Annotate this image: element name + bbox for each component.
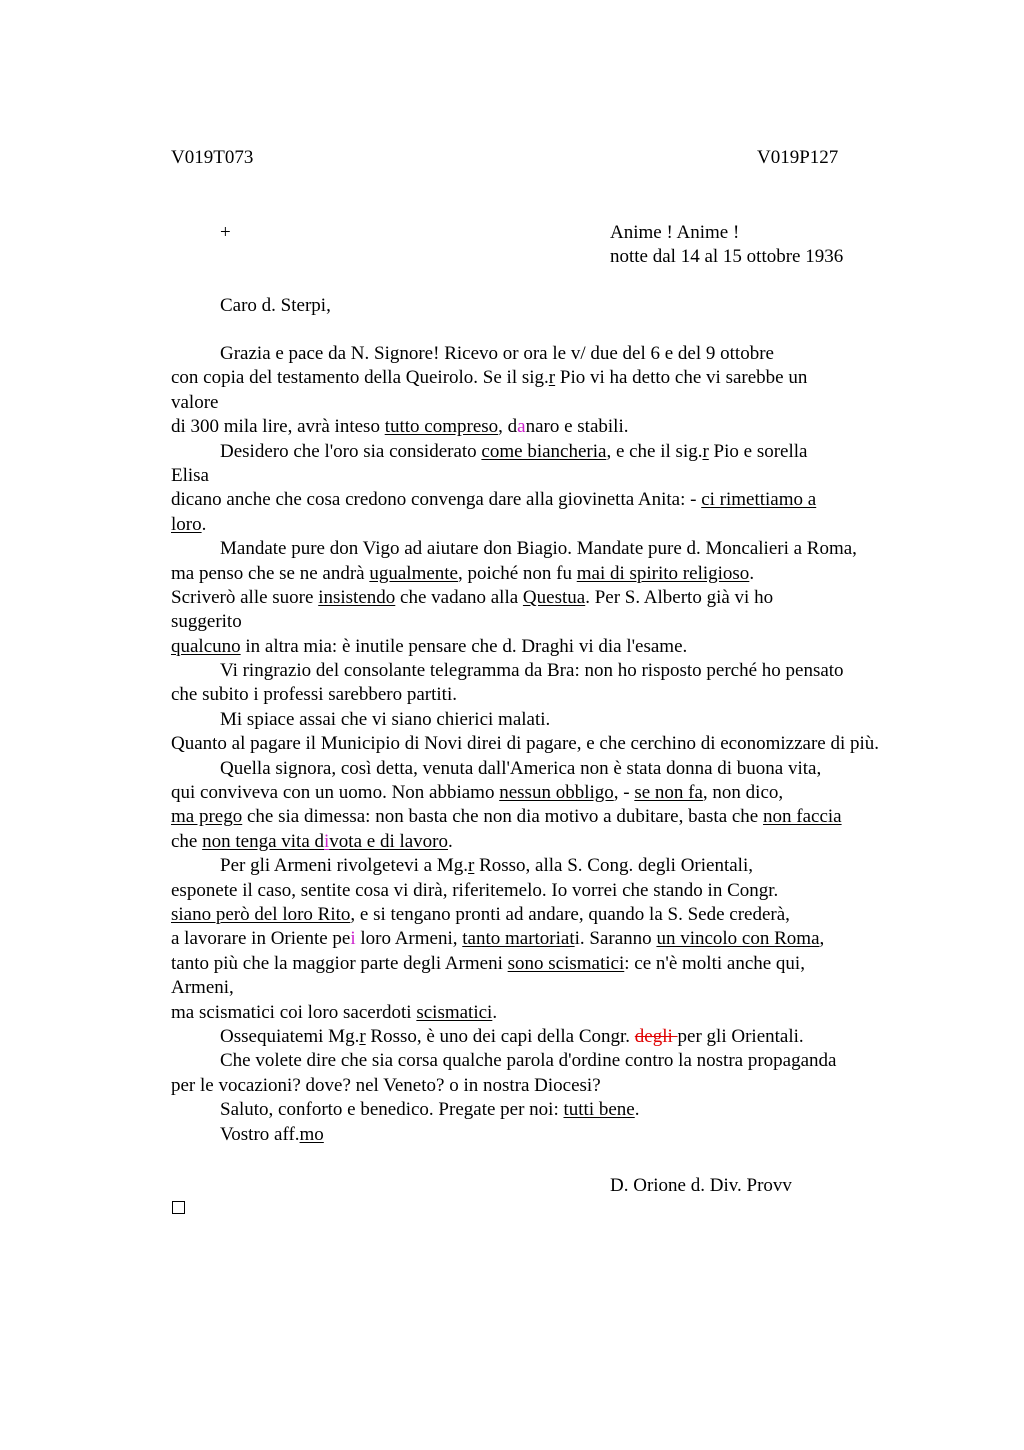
text-line [171, 1123, 961, 1147]
text-segment: . [634, 1099, 640, 1121]
text-segment: Grazia e pace da N. Signore! Ricevo or ora le v/ due del 6 e del 9 ottobre [220, 343, 774, 364]
text-segment: in altra mia: è inutile pensare che d. Draghi vi dia l'esame. [240, 635, 688, 657]
underlined-text: tutti bene [563, 1099, 635, 1121]
text-segment: Pio vi ha detto che vi sarebbe un [555, 367, 808, 389]
text-segment: valore [171, 391, 219, 413]
text-segment: loro Armeni, [355, 928, 463, 950]
underlined-text: non faccia [763, 806, 842, 828]
text-line [171, 757, 961, 781]
text-segment: con copia del testamento della Queirolo. Se il sig. [171, 367, 549, 389]
text-segment: dicano anche che cosa credono convenga dare alla giovinetta Anita: - [171, 489, 702, 511]
signature: D. Orione d. Div. Provv [610, 1175, 792, 1196]
underlined-text: Questua [522, 586, 586, 608]
underlined-text: tutto compreso [384, 416, 499, 438]
text-line [171, 1001, 961, 1025]
text-segment: Vi ringrazio del consolante telegramma da Bra: non ho risposto perché ho pensato [220, 660, 844, 682]
text-segment: , poiché non fu [458, 562, 577, 584]
text-line [171, 927, 961, 951]
underlined-text: siano però del loro Rito [171, 903, 351, 925]
text-line [171, 854, 961, 878]
heading-line-1: Anime ! Anime ! [610, 222, 740, 243]
text-segment: Rosso, è uno dei capi della Congr. [365, 1025, 635, 1047]
text-line [171, 464, 961, 488]
text-segment: Desidero che l'oro sia considerato [220, 440, 482, 462]
text-line [171, 635, 961, 659]
text-segment: , - [613, 782, 635, 804]
text-segment: a lavorare in Oriente pe [171, 928, 351, 950]
text-segment: Vostro aff. [220, 1123, 300, 1145]
text-line [171, 586, 961, 610]
text-line [171, 537, 961, 561]
text-segment: . [201, 513, 207, 535]
text-segment: . Per S. Alberto già vi ho [585, 586, 774, 608]
text-segment: Saluto, conforto e benedico. Pregate per noi: [220, 1099, 564, 1121]
underlined-text: mai di spirito religioso [576, 562, 750, 584]
underlined-text: scismatici [416, 1001, 493, 1023]
text-line [171, 1025, 961, 1049]
text-segment: Pio e sorella [708, 440, 808, 462]
text-segment: . [492, 1001, 498, 1023]
text-segment: Mandate pure don Vigo ad aiutare don Biagio. Mandate pure d. Moncalieri a Roma, [220, 538, 857, 560]
underlined-text: nessun obbligo [499, 782, 614, 804]
underlined-text: r [548, 367, 556, 389]
underlined-text: un vincolo con Roma [656, 928, 820, 950]
text-segment: Elisa [171, 464, 209, 486]
underlined-text: ma prego [171, 806, 243, 828]
underlined-text: qualcuno [171, 635, 241, 657]
text-line [171, 391, 961, 415]
text-line [171, 708, 961, 732]
text-segment: : ce n'è molti anche qui, [624, 952, 805, 974]
text-segment: naro e stabili. [525, 416, 629, 438]
underlined-text: tanto martoriat [462, 928, 575, 950]
underlined-text: loro [171, 513, 202, 535]
underlined-text: non tenga vita d [202, 830, 325, 852]
deleted-text: degli [634, 1025, 678, 1047]
text-segment: a [517, 416, 526, 438]
underlined-text: r [702, 440, 709, 462]
text-line [171, 1049, 961, 1073]
text-segment: , non dico, [702, 782, 784, 804]
text-line [171, 366, 961, 390]
text-segment: Ossequiatemi Mg. [220, 1025, 360, 1047]
underlined-text: mo [299, 1123, 324, 1145]
end-box-icon [172, 1201, 185, 1214]
text-line [171, 781, 961, 805]
text-line [171, 562, 961, 586]
text-segment: Armeni, [171, 977, 234, 999]
text-segment: Quella signora, così detta, venuta dall'America non è stata donna di buona vita, [220, 757, 822, 779]
text-line [171, 952, 961, 976]
text-segment: Rosso, alla S. Cong. degli Orientali, [474, 855, 753, 877]
text-segment: che subito i professi sarebbero partiti. [171, 684, 457, 706]
underlined-text: i [324, 830, 330, 852]
text-segment: Quanto al pagare il Municipio di Novi direi di pagare, e che cerchino di economizzare di più. [171, 733, 880, 755]
text-line [171, 879, 961, 903]
text-line [171, 488, 961, 512]
underlined-text: ugualmente [369, 562, 458, 584]
underlined-text: come biancheria [481, 440, 607, 462]
text-line [171, 976, 961, 1000]
text-line [171, 610, 961, 634]
underlined-text: sono scismatici [507, 952, 625, 974]
text-segment: , d [498, 416, 518, 438]
text-segment: per gli Orientali. [677, 1025, 804, 1047]
text-segment: esponete il caso, sentite cosa vi dirà, riferitemelo. Io vorrei che stando in Congr. [171, 879, 779, 901]
underlined-text: insistendo [318, 586, 396, 608]
text-segment: Che volete dire che sia corsa qualche parola d'ordine contro la nostra propaganda [220, 1050, 837, 1072]
cross-mark: + [220, 222, 231, 243]
text-segment: che vadano alla [395, 586, 523, 608]
text-segment: , [819, 928, 825, 950]
text-segment: Mi spiace assai che vi siano chierici malati. [220, 708, 551, 730]
text-segment: di 300 mila lire, avrà inteso [171, 416, 385, 438]
text-segment: ma scismatici coi loro sacerdoti [171, 1001, 417, 1023]
text-line [171, 683, 961, 707]
underlined-text: vota e di lavoro [329, 830, 449, 852]
underlined-text: r [359, 1025, 366, 1047]
text-line [171, 732, 961, 756]
text-segment: per le vocazioni? dove? nel Veneto? o in nostra Diocesi? [171, 1074, 601, 1096]
text-line [171, 342, 961, 366]
text-line [171, 415, 961, 439]
document-code-right: V019P127 [757, 147, 839, 168]
text-segment: ma penso che se ne andrà [171, 562, 370, 584]
text-segment: qui conviveva con un uomo. Non abbiamo [171, 782, 500, 804]
text-line [171, 513, 961, 537]
heading-date: notte dal 14 al 15 ottobre 1936 [610, 246, 844, 267]
text-segment: suggerito [171, 611, 242, 633]
underlined-text: ci rimettiamo a [701, 489, 817, 511]
text-line [171, 903, 961, 927]
text-segment: , e si tengano pronti ad andare, quando la S. Sede crederà, [350, 903, 790, 925]
text-segment: i [350, 928, 356, 950]
text-line [171, 1098, 961, 1122]
underlined-text: r [468, 855, 475, 877]
text-line [171, 1074, 961, 1098]
text-segment: Per gli Armeni rivolgetevi a Mg. [220, 855, 469, 877]
text-segment: , e che il sig. [606, 440, 703, 462]
text-line [171, 805, 961, 829]
text-line [171, 440, 961, 464]
text-segment: che sia dimessa: non basta che non dia motivo a dubitare, basta che [242, 806, 763, 828]
text-segment: . [448, 830, 453, 852]
text-segment: Scriverò alle suore [171, 586, 319, 608]
text-segment: . [749, 562, 755, 584]
text-segment: tanto più che la maggior parte degli Armeni [171, 952, 508, 974]
document-code-left: V019T073 [171, 147, 254, 168]
salutation: Caro d. Sterpi, [220, 295, 331, 316]
text-line [171, 659, 961, 683]
text-segment: i. Saranno [574, 928, 657, 950]
underlined-text: se non fa [634, 782, 703, 804]
letter-body [171, 342, 961, 1147]
text-line [171, 830, 961, 854]
text-segment: che [171, 830, 203, 852]
